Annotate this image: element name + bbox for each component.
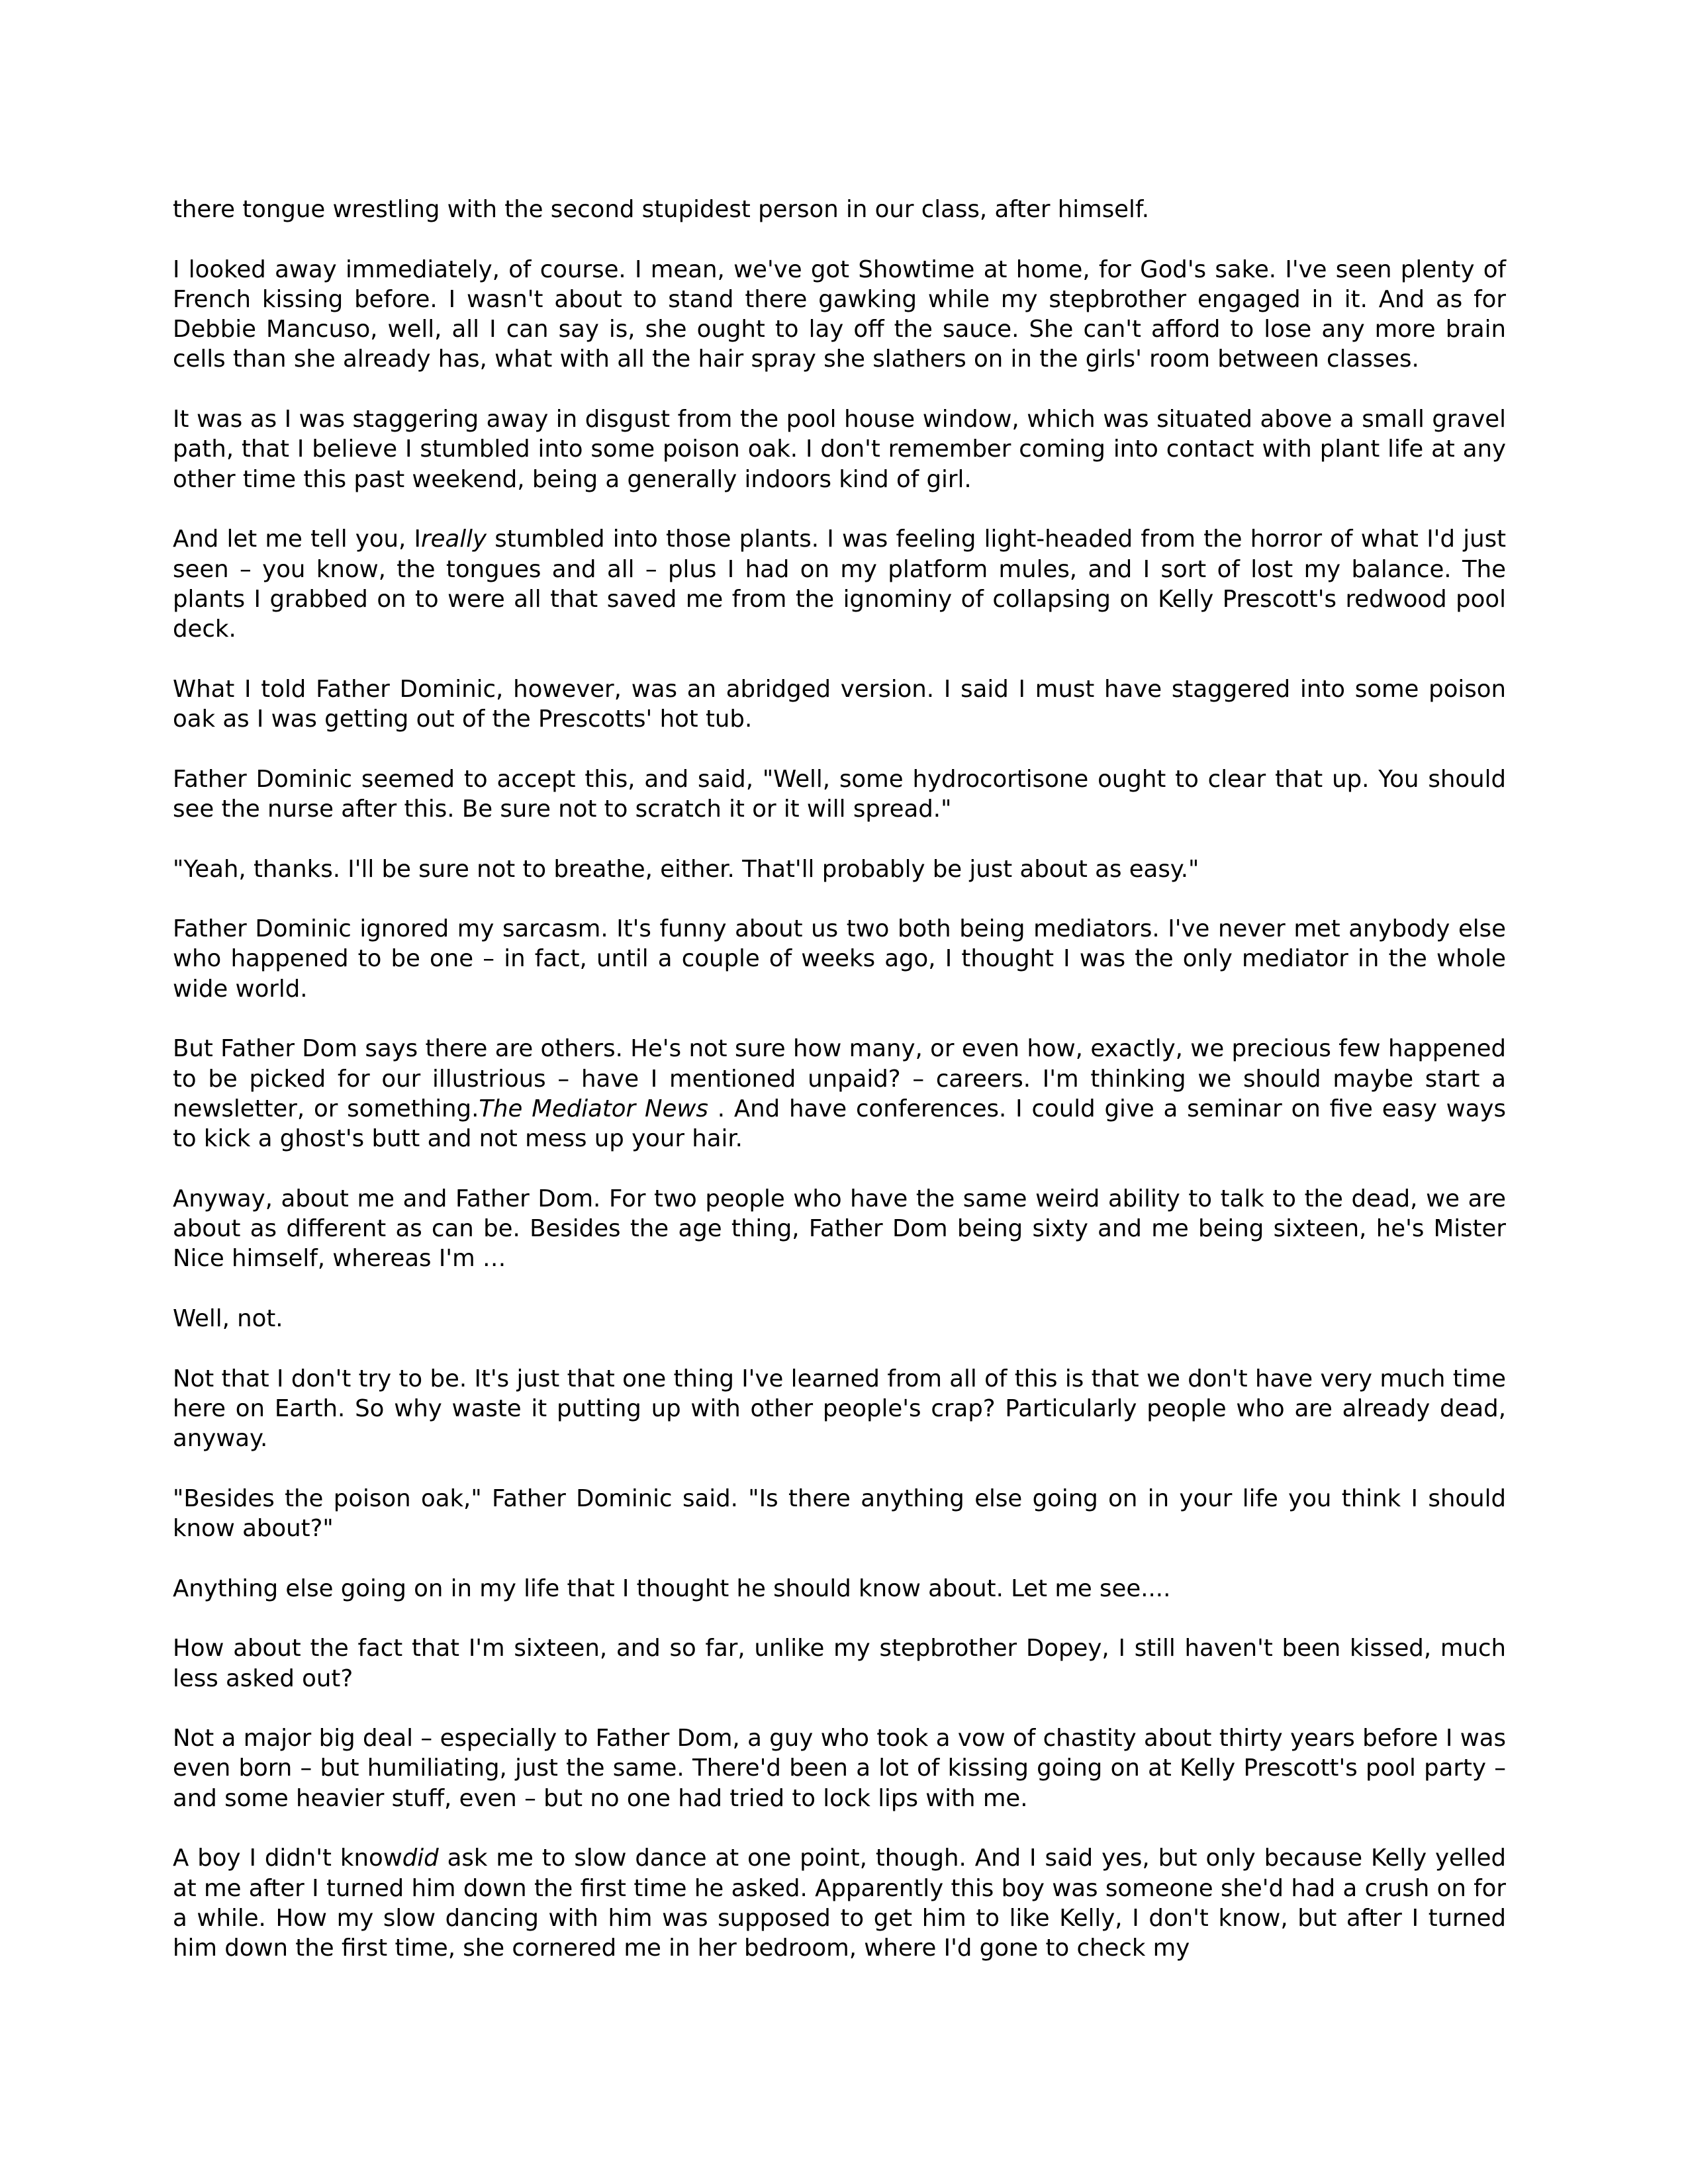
paragraph-11-text: Well, not. [173,1304,283,1332]
paragraph-4-text-b: stumbled into those plants. I was feeling light-headed from the horror of what I'd just seen – you know, the tongues and all – plus I had on my platform mules, and I sort of lost my balance. The plants I grabbed on to were all that saved me from the ignominy of collapsing on Kelly Prescott's redwood pool deck. [173,525,1506,643]
paragraph-4-text-a: And let me tell you, I [173,525,422,553]
paragraph-13 [173,1484,1506,1544]
paragraph-6 [173,764,1506,825]
paragraph-7-text: "Yeah, thanks. I'll be sure not to breathe, either. That'll probably be just about as easy." [173,855,1199,883]
paragraph-3-text: It was as I was staggering away in disgust from the pool house window, which was situated above a small gravel path, that I believe I stumbled into some poison oak. I don't remember coming into contact with plant life at any other time this past weekend, being a generally indoors kind of girl. [173,406,1506,493]
paragraph-8 [173,914,1506,1004]
paragraph-17-emphasis: did [402,1844,439,1872]
paragraph-5 [173,674,1506,735]
paragraph-7 [173,854,1506,884]
paragraph-17-text-a: A boy I didn't know [173,1844,402,1872]
paragraph-12 [173,1364,1506,1454]
paragraph-15-text: How about the fact that I'm sixteen, and so far, unlike my stepbrother Dopey, I still haven't been kissed, much less asked out? [173,1635,1506,1692]
paragraph-9-text-b: . And have conferences. I could give a seminar on five easy ways to kick a ghost's butt and not mess up your hair. [173,1095,1506,1153]
paragraph-4-emphasis: really [421,525,487,553]
paragraph-3 [173,404,1506,494]
paragraph-4 [173,524,1506,644]
paragraph-9-text-a: But Father Dom says there are others. He's not sure how many, or even how, exactly, we precious few happened to be picked for our illustrious – have I mentioned unpaid? – careers. I'm thinking we should maybe start a newsletter, or something. [173,1035,1506,1122]
paragraph-15 [173,1633,1506,1694]
paragraph-17-text-b: ask me to slow dance at one point, though. And I said yes, but only because Kelly yelled at me after I turned him down the first time he asked. Apparently this boy was someone she'd had a crush on for a while. How my slow dancing with him was supposed to get him to like Kelly, I don't know, but after I turned him down the first time, she cornered me in her bedroom, where I'd gone to check my [173,1844,1506,1962]
paragraph-1 [173,195,1506,224]
paragraph-2 [173,255,1506,375]
paragraph-6-text: Father Dominic seemed to accept this, and said, "Well, some hydrocortisone ought to clear that up. You should see the nurse after this. Be sure not to scratch it or it will spread." [173,765,1506,823]
paragraph-10-text: Anyway, about me and Father Dom. For two people who have the same weird ability to talk to the dead, we are about as different as can be. Besides the age thing, Father Dom being sixty and me being sixteen, he's Mister Nice himself, whereas I'm … [173,1185,1506,1273]
paragraph-14-text: Anything else going on in my life that I thought he should know about. Let me see.... [173,1574,1171,1602]
paragraph-16-text: Not a major big deal – especially to Father Dom, a guy who took a vow of chastity about thirty years before I was even born – but humiliating, just the same. There'd been a lot of kissing going on at Kelly Prescott's pool party – and some heavier stuff, even – but no one had tried to lock lips with me. [173,1725,1506,1812]
paragraph-9 [173,1034,1506,1154]
paragraph-10 [173,1184,1506,1274]
paragraph-2-text: I looked away immediately, of course. I mean, we've got Showtime at home, for God's sake. I've seen plenty of French kissing before. I wasn't about to stand there gawking while my stepbrother engaged in it. And as for Debbie Mancuso, well, all I can say is, she ought to lay off the sauce. She can't afford to lose any more brain cells than she already has, what with all the hair spray she slathers on in the girls' room between classes. [173,255,1506,373]
paragraph-14 [173,1574,1506,1604]
paragraph-12-text: Not that I don't try to be. It's just that one thing I've learned from all of this is that we don't have very much time here on Earth. So why waste it putting up with other people's crap? Particularly people who are already dead, anyway. [173,1365,1506,1453]
paragraph-9-title-emphasis: The Mediator News [479,1095,708,1122]
paragraph-17 [173,1843,1506,1963]
document-page [173,195,1506,1964]
paragraph-13-text: "Besides the poison oak," Father Dominic said. "Is there anything else going on in your life you think I should know about?" [173,1484,1506,1543]
paragraph-16 [173,1723,1506,1813]
paragraph-8-text: Father Dominic ignored my sarcasm. It's funny about us two both being mediators. I've never met anybody else who happened to be one – in fact, until a couple of weeks ago, I thought I was the only mediator in the whole wide world. [173,915,1506,1003]
paragraph-5-text: What I told Father Dominic, however, was an abridged version. I said I must have staggered into some poison oak as I was getting out of the Prescotts' hot tub. [173,675,1506,733]
paragraph-1-text: there tongue wrestling with the second stupidest person in our class, after himself. [173,196,1150,223]
paragraph-11 [173,1304,1506,1334]
